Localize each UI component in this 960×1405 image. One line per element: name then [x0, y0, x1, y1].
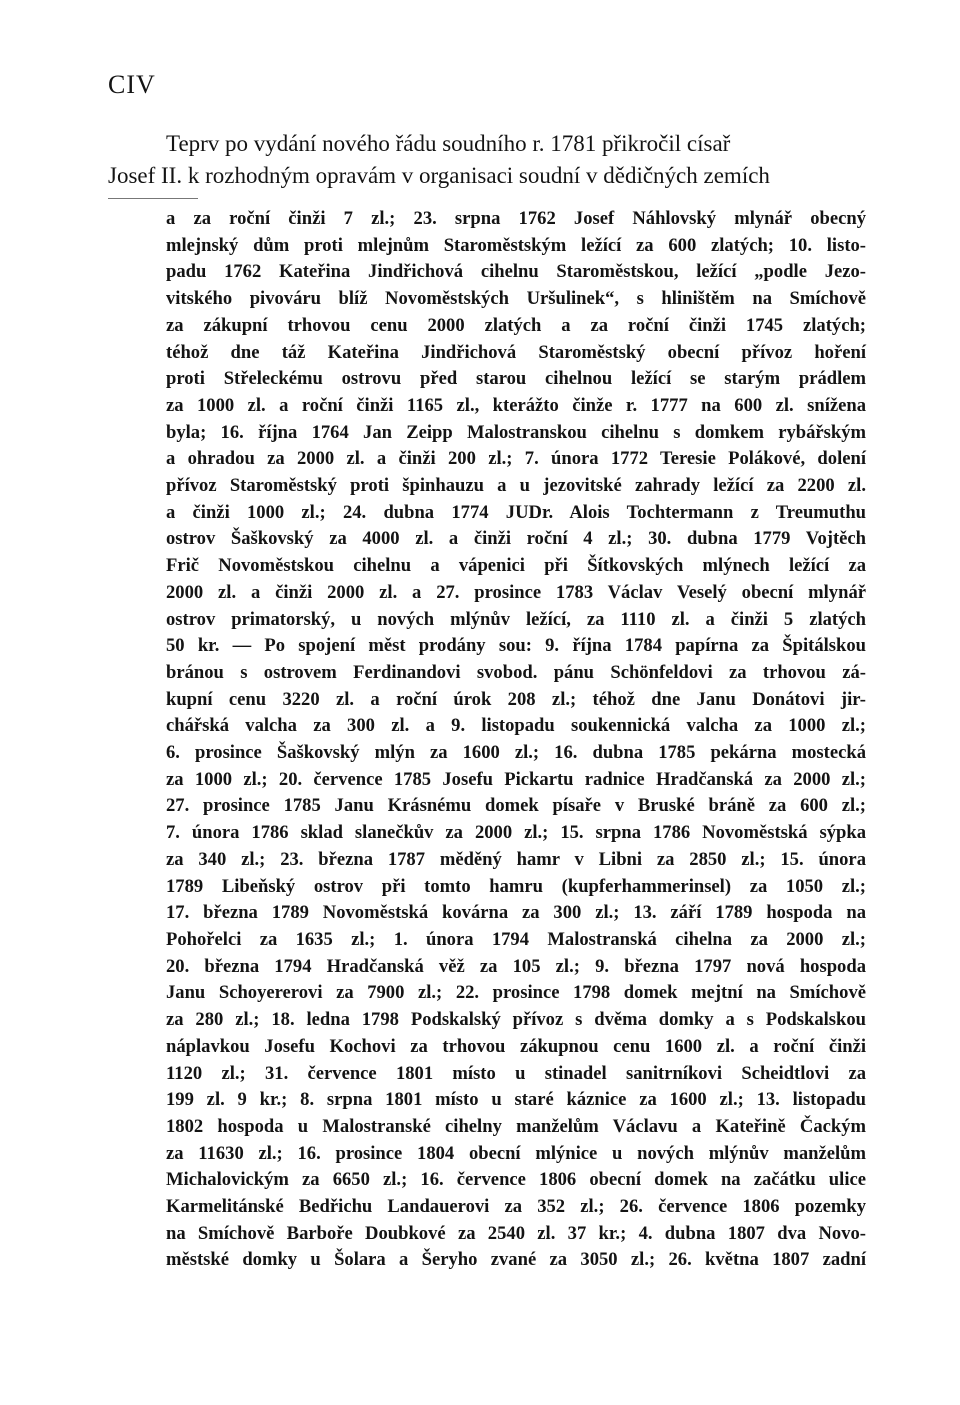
footnote-line: Janu Schoyererovi za 7900 zl.; 22. prosince 1798 domek mejtní na Smíchově — [166, 982, 866, 1004]
footnote-line: chářská valcha za 300 zl. a 9. listopadu soukennická valcha za 1000 zl.; — [166, 715, 866, 737]
footnote-line: 2000 zl. a činži 2000 zl. a 27. prosince 1783 Václav Veselý obecní mlynář — [166, 581, 866, 603]
footnote-line: kupní cenu 3220 zl. a roční úrok 208 zl.; téhož dne Janu Donátovi jir- — [166, 688, 866, 710]
footnote-line: 1802 hospoda u Malostranské cihelny manželům Václavu a Kateřině Čackým — [166, 1115, 866, 1137]
footnote-separator — [108, 198, 198, 199]
footnote-line: téhož dne táž Kateřina Jindřichová Staroměstský obecní přívoz hoření — [166, 341, 866, 363]
footnote-line: a ohradou za 2000 zl. a činži 200 zl.; 7. února 1772 Teresie Polákové, dolení — [166, 448, 866, 470]
footnote-line: byla; 16. října 1764 Jan Zeipp Malostranskou cihelnu s domkem rybářským — [166, 421, 866, 443]
footnote-line: náplavkou Josefu Kochovi za trhovou zákupnou cenu 1600 zl. a roční činži — [166, 1035, 866, 1057]
main-text-line: Teprv po vydání nového řádu soudního r. 1781 přikročil císař — [166, 131, 731, 156]
footnote-line: za 1000 zl. a roční činži 1165 zl., kterážto činže r. 1777 na 600 zl. snížena — [166, 394, 866, 416]
footnote-line: 199 zl. 9 kr.; 8. srpna 1801 místo u staré káznice za 1600 zl.; 13. listopadu — [166, 1089, 866, 1111]
footnote-line: Pohořelci za 1635 zl.; 1. února 1794 Malostranská cihelna za 2000 zl.; — [166, 928, 866, 950]
footnote-line: 50 kr. — Po spojení měst prodány sou: 9. října 1784 papírna za Špitálskou — [166, 635, 866, 657]
footnote-line: a činži 1000 zl.; 24. dubna 1774 JUDr. Alois Tochtermann z Treumuthu — [166, 501, 866, 523]
footnote-line: za 340 zl.; 23. března 1787 měděný hamr v Libni za 2850 zl.; 15. února — [166, 848, 866, 870]
footnote-line: ostrov Šaškovský za 4000 zl. a činži roční 4 zl.; 30. dubna 1779 Vojtěch — [166, 528, 866, 550]
footnote-line: 20. března 1794 Hradčanská věž za 105 zl.; 9. března 1797 nová hospoda — [166, 955, 866, 977]
footnote-line: proti Střeleckému ostrovu před starou cihelnou ležící se starým prádlem — [166, 368, 866, 390]
footnote-line: městské domky u Šolara a Šeryho zvané za 3050 zl.; 26. května 1807 zadní — [166, 1249, 866, 1271]
footnote-line: za zákupní trhovou cenu 2000 zlatých a za roční činži 1745 zlatých; — [166, 314, 866, 336]
footnote-line: 1120 zl.; 31. července 1801 místo u stinadel sanitrníkovi Scheidtlovi za — [166, 1062, 866, 1084]
footnote-line: 7. února 1786 sklad slanečkův za 2000 zl.; 15. srpna 1786 Novoměstská sýpka — [166, 822, 866, 844]
footnote-line: 27. prosince 1785 Janu Krásnému domek písaře v Bruské bráně za 600 zl.; — [166, 795, 866, 817]
footnote-line: 6. prosince Šaškovský mlýn za 1600 zl.; 16. dubna 1785 pekárna mostecká — [166, 742, 866, 764]
footnote-line: přívoz Staroměstský proti špinhauzu a u jezovitské zahrady ležící za 2200 zl. — [166, 475, 866, 497]
footnote-line: za 280 zl.; 18. ledna 1798 Podskalský přívoz s dvěma domky a s Podskalskou — [166, 1009, 866, 1031]
footnote-line: za 1000 zl.; 20. července 1785 Josefu Pickartu radnice Hradčanská za 2000 zl.; — [166, 768, 866, 790]
footnote-line: bránou s ostrovem Ferdinandovi svobod. pánu Schönfeldovi za trhovou zá- — [166, 661, 866, 683]
footnote — [166, 206, 866, 1274]
footnote-line: Frič Novoměstskou cihelnu a vápenici při Šítkovských mlýnech ležící za — [166, 555, 866, 577]
footnote-line: padu 1762 Kateřina Jindřichová cihelnu Staroměstskou, ležící „podle Jezo- — [166, 261, 866, 283]
main-text — [108, 128, 868, 192]
footnote-line: a za roční činži 7 zl.; 23. srpna 1762 Josef Náhlovský mlynář obecný — [166, 208, 866, 229]
footnote-line: Michalovickým za 6650 zl.; 16. července 1806 obecní domek na začátku ulice — [166, 1169, 866, 1191]
main-text-line: Josef II. k rozhodným opravám v organisaci soudní v dědičných zemích — [108, 163, 770, 188]
footnote-line: na Smíchově Barboře Doubkové za 2540 zl. 37 kr.; 4. dubna 1807 dva Novo- — [166, 1222, 866, 1244]
footnote-line: 1789 Libeňský ostrov při tomto hamru (kupferhammerinsel) za 1050 zl.; — [166, 875, 866, 897]
footnote-line: Karmelitánské Bedřichu Landauerovi za 352 zl.; 26. července 1806 pozemky — [166, 1196, 866, 1218]
footnote-line: mlejnský dům proti mlejnům Staroměstským ležící za 600 zlatých; 10. listo- — [166, 234, 866, 256]
footnote-line: 17. března 1789 Novoměstská kovárna za 300 zl.; 13. září 1789 hospoda na — [166, 902, 866, 924]
footnote-line: za 11630 zl.; 16. prosince 1804 obecní mlýnice u nových mlýnův manželům — [166, 1142, 866, 1164]
footnote-line: vitského pivováru blíž Novoměstských Uršulinek“, s hliništěm na Smíchově — [166, 288, 866, 310]
footnote-line: ostrov primatorský, u nových mlýnův ležící, za 1110 zl. a činži 5 zlatých — [166, 608, 866, 630]
page-number: CIV — [108, 70, 156, 99]
